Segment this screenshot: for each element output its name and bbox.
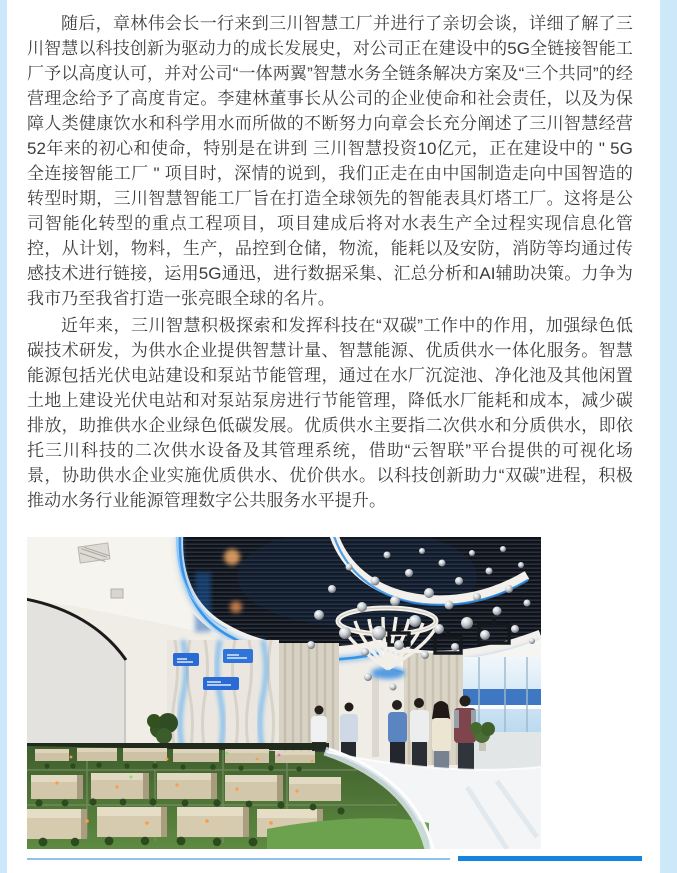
ceiling-light [230,601,242,613]
model-buildings-mid [31,773,341,801]
wavy-wall [167,640,279,752]
divider-accent-bar [458,856,642,861]
article-card [7,0,660,873]
article-paragraph-2: 近年来，三川智慧积极探索和发挥科技在“双碳”工作中的作用，加强绿色低碳技术研发，为供水企业提供智慧计量、智慧能源、优质供水一体化服务。智慧能源包括光伏电站建设和泵站节能管理，通过在水厂沉淀池、净化池及其他闲置土地上建设光伏电站和对泵站泵房进行节能管理，降低水厂能耗和成本，减少碳排放，助推供水企业绿色低碳发展。优质供水主要指二次供水和分质供水，即依托三川科技的二次供水设备及其管理系统，借助“云智联”平台提供的可视化场景，协助供水企业实施优质供水、优价供水。以科技创新助力“双碳”进程，积极推动水务行业能源管理数字公共服务水平提升。 [27,316,633,510]
article-photo[interactable] [27,537,541,849]
article-paragraph-1: 随后，章林伟会长一行来到三川智慧工厂并进行了亲切会谈，详细了解了三川智慧以科技创新为驱动力的成长发展史，对公司正在建设中的5G全链接智能工厂予以高度认可，并对公司“一体两翼”智慧水务全链条解决方案及“三个共同”的经营理念给予了高度肯定。李建林董事长从公司的企业使命和社会责任，以及为保障人类健康饮水和科学用水而所做的不断努力向章会长充分阐述了三川智慧经营52年来的初心和使命，特别是在讲到 三川智慧投资10亿元，正在建设中的 " 5G全连接智能工厂 " 项目时，深情的说到，我们正走在由中国制造走向中国智造的转型时期，三川智慧智能工厂旨在打造全球领先的智能表具灯塔工厂。这将是公司智能化转型的重点工程项目，项目建成后将对水表生产全过程实现信息化管控，从计划，物料，生产，品控到仓储，物流，能耗以及安防，消防等均通过传感技术进行链接，运用5G通迅，进行数据采集、汇总分析和AI辅助决策。力争为我市乃至我省打造一张亮眼全球的名片。 [27,14,633,308]
air-vent-small [111,589,123,598]
image-divider [27,856,642,862]
exhibition-hall-photo [27,537,541,849]
divider-track-line [27,858,450,860]
ceiling-light [224,549,240,565]
